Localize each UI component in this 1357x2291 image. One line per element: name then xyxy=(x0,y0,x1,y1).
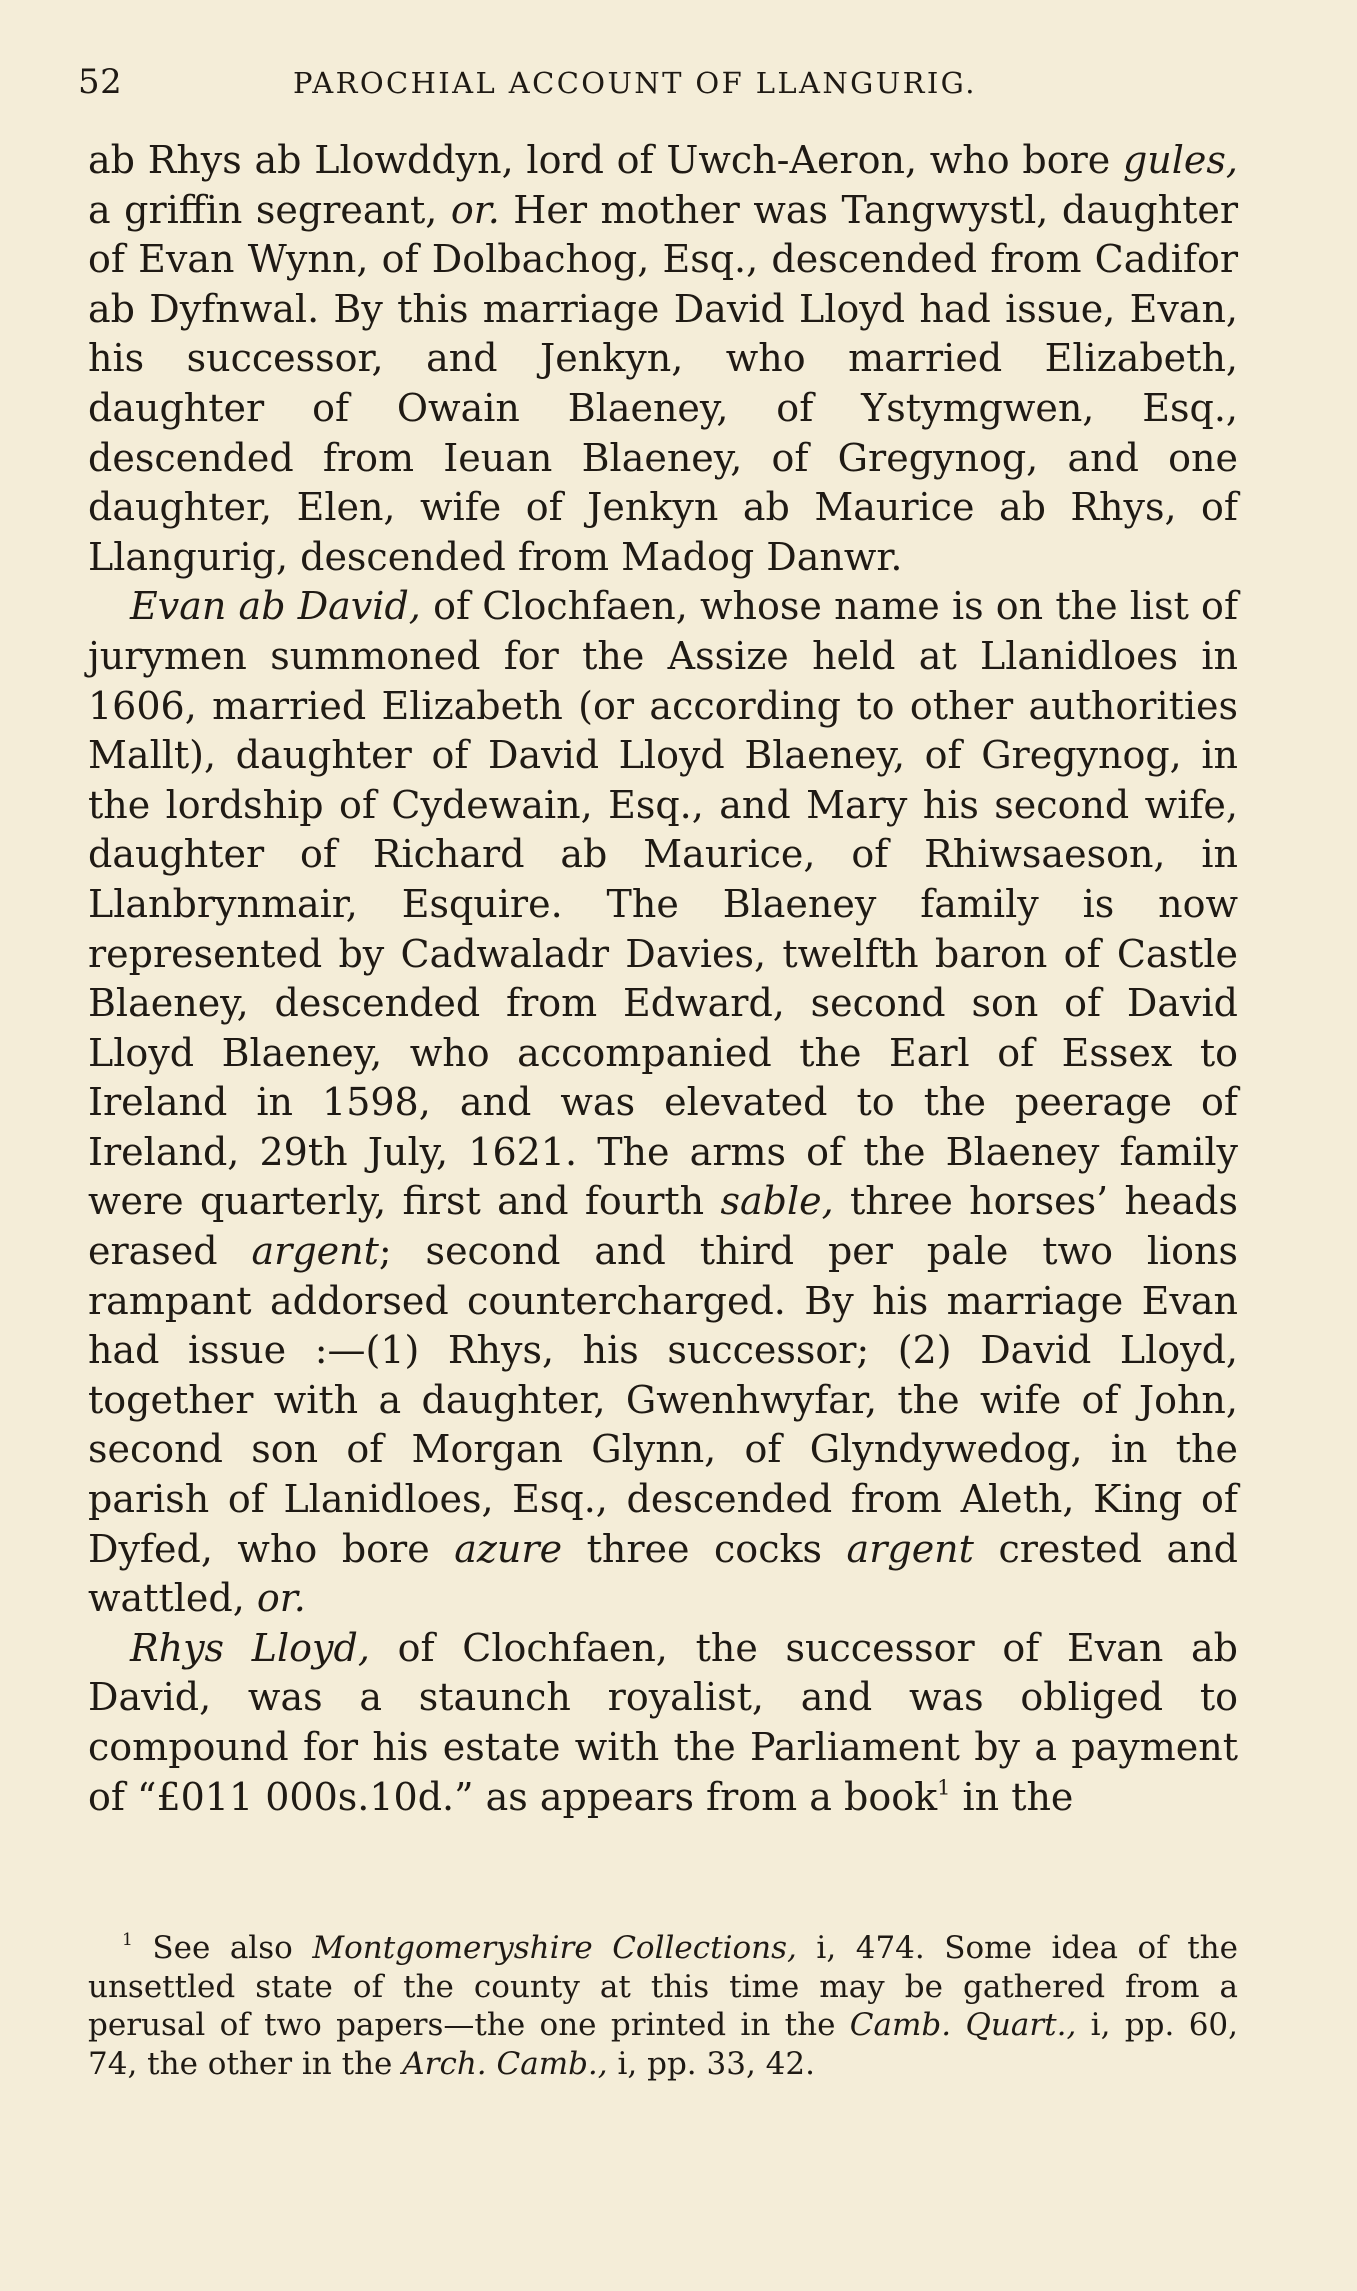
main-text xyxy=(88,136,1238,1822)
text-run: three horses’ heads erased xyxy=(88,1179,1239,1274)
italic-run: argent xyxy=(846,1526,974,1571)
text-run: ; second and third per pale two lions rampant addorsed countercharged. By his marriage Evan had issue :—(1) Rhys, his successor; (2) David Lloyd, together with a daughter, Gwenhwyfar, the wife of John, second son of Morgan Glynn, of Glyndywedog, in the parish of Llanidloes, Esq., descended from Aleth, King of Dyfed, who bore xyxy=(88,1229,1238,1571)
paragraph-1 xyxy=(88,136,1238,582)
text-run: in the xyxy=(950,1774,1074,1819)
text-run: a griffin segreant, xyxy=(88,187,451,232)
text-run: of Clochfaen, whose name is on the list of jurymen summoned for the Assize held at Llanidloes in 1606, married Elizabeth (or according to other authorities Mallt), daughter of David Lloyd Blaeney, of Gregynog, in the lordship of Cydewain, Esq., and Mary his second wife, daughter of Richard ab Maurice, of Rhiwsaeson, in Llanbrynmair, Esquire. The Blaeney family is now represented by Cadwaladr Davies, twelfth baron of Castle Blaeney, descended from Edward, second son of David Lloyd Blaeney, who accompanied the Earl of Essex to Ireland in 1598, and was elevated to the peerage of Ireland, 29th July, 1621. The arms of the Blaeney family were quarterly, first and fourth xyxy=(88,584,1239,1224)
italic-run: gules, xyxy=(1122,138,1238,182)
italic-run: or. xyxy=(450,187,500,232)
text-run: ab Rhys ab Llowddyn, lord of Uwch-Aeron, who bore xyxy=(88,138,1123,182)
page-header xyxy=(78,62,1238,112)
footnote-1 xyxy=(88,1929,1238,2083)
italic-run: Montgomeryshire Collections, xyxy=(312,1930,797,1966)
italic-run: Evan ab David, xyxy=(130,584,421,629)
italic-run: Arch. Camb., xyxy=(402,2045,608,2082)
text-run: of Clochfaen, the successor of Evan ab David, was a staunch royalist, and was obliged to compound for his estate with the Parliament by a payment of “£011 000s.10d.” as appears from a book xyxy=(88,1625,1238,1819)
text-run: i, pp. 60, 74, the other in the xyxy=(88,2007,1239,2082)
text-run: Her mother was Tangwystl, daughter of Evan Wynn, of Dolbachog, Esq., descended from Cadifor ab Dyfnwal. By this marriage David Lloyd had issue, Evan, his successor, and Jenkyn, who married Elizabeth, daughter of Owain Blaeney, of Ystymgwen, Esq., descended from Ieuan Blaeney, of Gregynog, and one daughter, Elen, wife of Jenkyn ab Maurice ab Rhys, of Llangurig, descended from Madog Danwr. xyxy=(88,187,1239,579)
italic-run: azure xyxy=(454,1526,563,1571)
italic-run: Camb. Quart., xyxy=(849,2007,1077,2043)
running-title: PAROCHIAL ACCOUNT OF LLANGURIG. xyxy=(293,66,977,100)
paragraph-3 xyxy=(88,1624,1238,1822)
footnote-reference[interactable]: 1 xyxy=(937,1774,951,1799)
text-run: three cocks xyxy=(562,1526,847,1571)
text-run: i, 474. Some idea of the unsettled state of the county at this time may be gathered from a perusal of two papers—the one printed in the xyxy=(88,1930,1238,2043)
footnotes xyxy=(88,1929,1238,2083)
italic-run: or. xyxy=(256,1576,306,1621)
italic-run: Rhys Lloyd, xyxy=(130,1625,370,1670)
text-run: See also xyxy=(132,1930,313,1966)
footnote-mark: 1 xyxy=(122,1930,133,1951)
text-run: crested and wattled, xyxy=(88,1526,1238,1621)
italic-run: argent xyxy=(251,1229,379,1274)
paragraph-2 xyxy=(88,582,1238,1623)
italic-run: sable, xyxy=(720,1179,834,1224)
page-number: 52 xyxy=(78,62,123,102)
text-run: i, pp. 33, 42. xyxy=(607,2045,815,2082)
